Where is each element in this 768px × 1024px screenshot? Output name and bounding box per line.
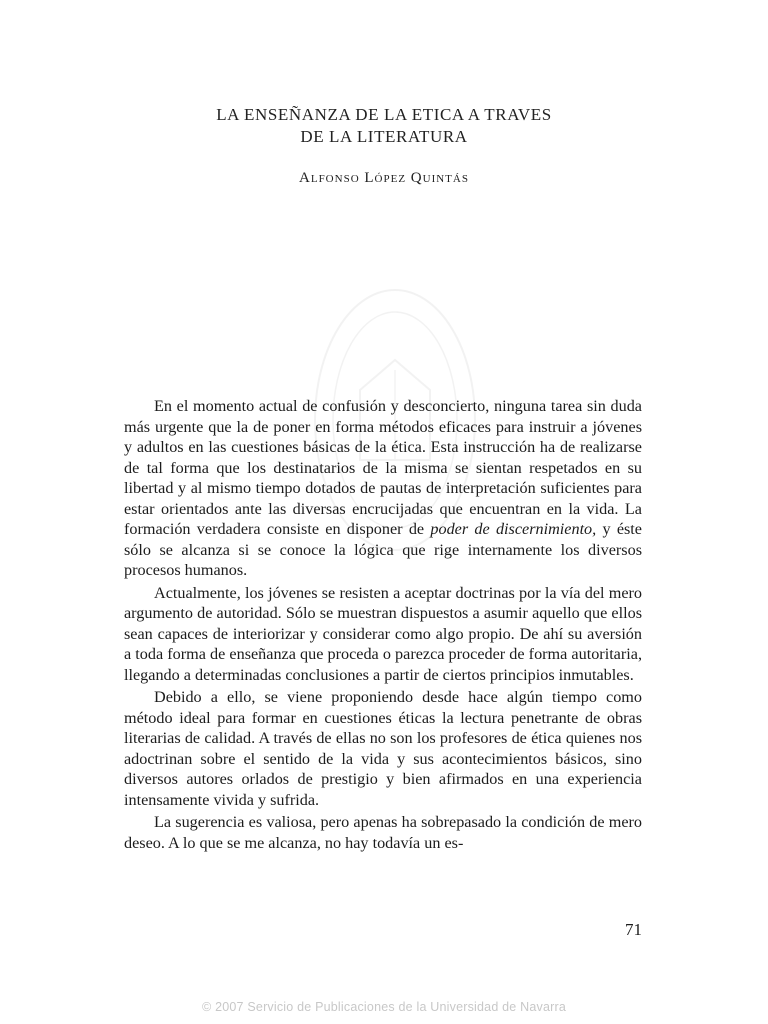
article-title bbox=[0, 104, 768, 148]
paragraph-2: Actualmente, los jóvenes se resisten a aceptar doctrinas por la vía del mero argumento de autoridad. Sólo se muestran dispuestos a asumir aquello que ellos sean capaces de interiorizar y considerar como algo propio. De ahí su aversión a toda forma de enseñanza que proceda o parezca proceder de forma autoritaria, llegando a determinadas conclusiones a partir de ciertos principios inmutables. bbox=[124, 583, 642, 684]
title-line-1: LA ENSEÑANZA DE LA ETICA A TRAVES bbox=[216, 105, 552, 124]
title-line-2: DE LA LITERATURA bbox=[300, 127, 468, 146]
paragraph-1-emphasis: poder de discernimiento, bbox=[430, 520, 597, 538]
paragraph-4: La sugerencia es valiosa, pero apenas ha sobrepasado la condición de mero deseo. A lo que se me alcanza, no hay todavía un es- bbox=[124, 813, 642, 852]
page-number: 71 bbox=[625, 920, 642, 939]
paragraph-1-text-b: y éste sólo se alcanza si se conoce la lógica que rige internamente los diversos procesos humanos. bbox=[124, 520, 642, 579]
article-body bbox=[124, 396, 642, 853]
author-name: Alfonso López Quintás bbox=[299, 170, 469, 186]
paragraph-3: Debido a ello, se viene proponiendo desde hace algún tiempo como método ideal para formar en cuestiones éticas la lectura penetrante de obras literarias de calidad. A través de ellas no son los profesores de ética quienes nos adoctrinan sobre el sentido de la vida y sus acontecimientos básicos, sino diversos autores orlados de prestigio y bien afirmados en una experiencia intensamente vivida y sufrida. bbox=[124, 688, 642, 809]
copyright-notice: © 2007 Servicio de Publicaciones de la Universidad de Navarra bbox=[202, 1000, 566, 1014]
paragraph-1-text-a: En el momento actual de confusión y desconcierto, ninguna tarea sin duda más urgente que la de poner en forma métodos eficaces para instruir a jóvenes y adultos en las cuestiones básicas de la ética. Esta instrucción ha de realizarse de tal forma que los destinatarios de la misma se sientan respetados en su libertad y al mismo tiempo dotados de pautas de interpretación suficientes para estar orientados ante las diversas encrucijadas que encuentran en la vida. La formación verdadera consiste en disponer de bbox=[124, 397, 642, 538]
paragraph-1 bbox=[124, 396, 642, 581]
